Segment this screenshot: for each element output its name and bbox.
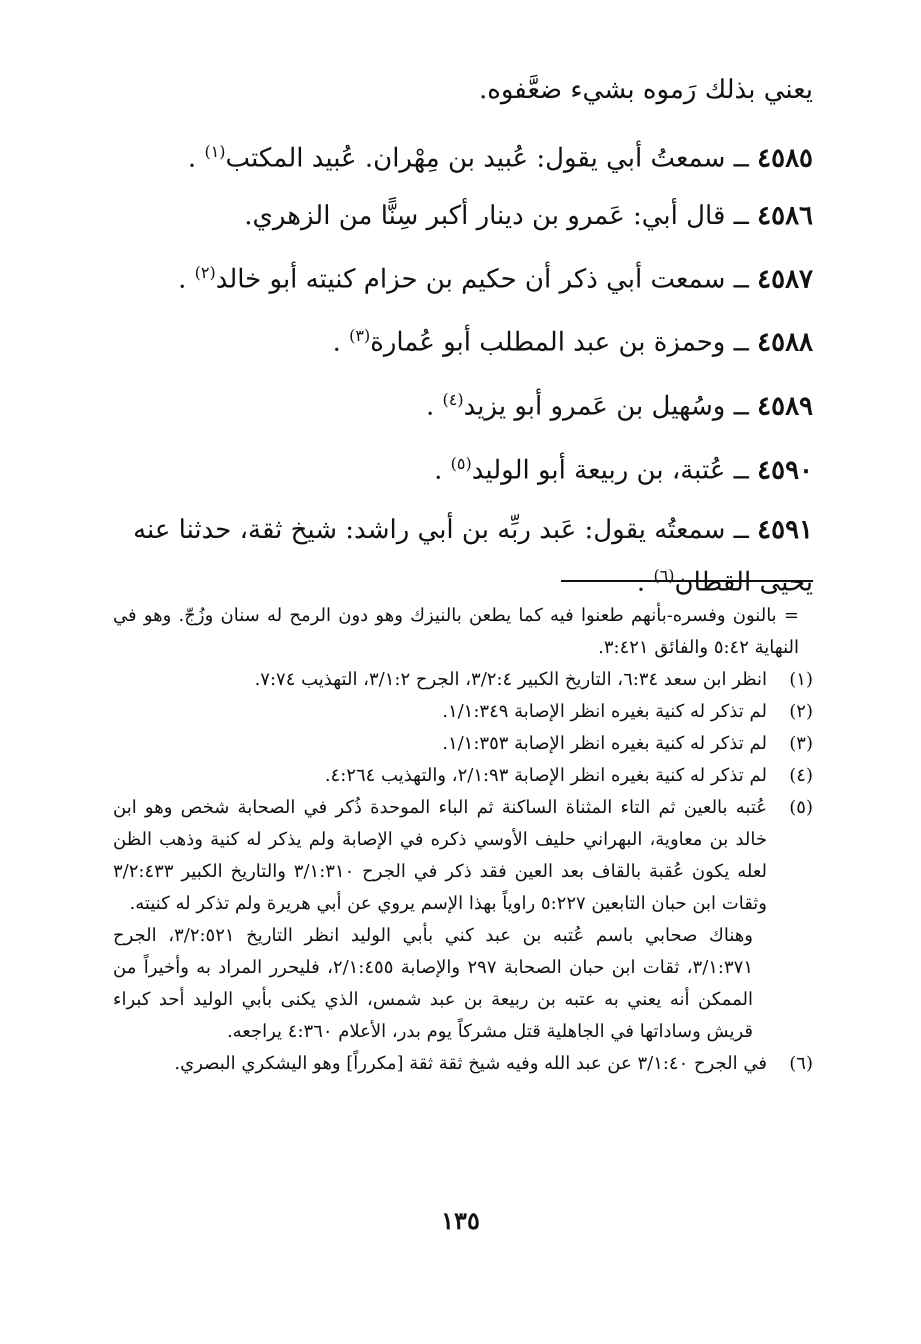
footnote-3: [113, 728, 813, 760]
footnote-mark: (٢): [789, 701, 813, 722]
footnote-text-extra: وهناك صحابي باسم عُتبه بن عبد كني بأبي الوليد انظر التاريخ ٣/٢:٥٢١، الجرح ٣/١:٣٧١، ثقات ابن حبان الصحابة ٢٩٧ والإصابة ٢/١:٤٥٥، فليحرر المراد به وأخيراً من الممكن أنه يعني به عتبه بن ربيعة بن عبد شمس، الذي يكنى بأبي الوليد أحد كبراء قريش وساداتها في الجاهلية قتل مشركاً يوم بدر، الأعلام ٤:٣٦٠ يراجعه.: [113, 925, 753, 1042]
entry-end: .: [636, 567, 646, 598]
footnotes: [113, 600, 813, 1080]
footnote-mark: (١): [789, 669, 813, 690]
entry-text: ــ سمعتُه يقول: عَبد ربِّه بن أبي راشد: شيخ ثقة، حدثنا عنه يحيى القطان: [133, 515, 813, 598]
footnote-ref: (٤): [442, 389, 464, 409]
entry-text: ــ وحمزة بن عبد المطلب أبو عُمارة: [370, 327, 749, 358]
footnote-text: انظر ابن سعد ٦:٣٤، التاريخ الكبير ٣/٢:٤، الجرح ٣/١:٢، التهذيب ٧:٧٤.: [254, 669, 767, 690]
footnote-text: = بالنون وفسره-بأنهم طعنوا فيه كما يطعن بالنيزك وهو دون الرمح له سنان وزُجّ. وهو في النهاية ٥:٤٢ والفائق ٣:٤٢١.: [113, 605, 800, 658]
entry-line: [113, 70, 813, 110]
footnote-ref: (٣): [349, 326, 371, 346]
footnote-continuation: [113, 600, 813, 664]
footnote-ref: (٢): [194, 262, 216, 282]
entry-end: .: [178, 264, 187, 295]
entry-number: ٤٥٨٧: [757, 264, 813, 295]
entry-number: ٤٥٨٥: [757, 143, 813, 174]
entry-end: .: [434, 455, 443, 486]
footnote-mark: (٥): [789, 797, 813, 818]
entry-text: ــ قال أبي: عَمرو بن دينار أكبر سِنًّا من الزهري.: [244, 200, 749, 231]
footnote-text: عُتبه بالعين ثم التاء المثناة الساكنة ثم الباء الموحدة ذُكر في الصحابة شخص وهو ابن خالد بن معاوية، البهراني حليف الأوسي ذكره في الإصابة ولم يذكر له كنية وذهب الظن لعله يكون عُقبة بالقاف بعد العين فقد ذكر في الجرح ٣/١:٣١٠ والتاريخ الكبير ٣/٢:٤٣٣ وثقات ابن حبان التابعين ٥:٢٢٧ راوياً بهذا الإسم يروي عن أبي هريرة ولم تذكر له كنيته.: [113, 797, 767, 914]
entry-4591: [113, 507, 813, 606]
entry-4589: [113, 380, 813, 427]
footnote-ref: (٦): [653, 566, 675, 586]
footnote-5: [113, 792, 813, 1048]
footnote-mark: (٦): [789, 1053, 813, 1074]
footnote-ref: (١): [204, 142, 226, 161]
entry-4586: [113, 196, 813, 236]
entry-text: ــ سمعتُ أبي يقول: عُبيد بن مِهْران. عُبيد المكتب: [225, 143, 749, 174]
entry-number: ٤٥٨٦: [757, 200, 813, 231]
entry-number: ٤٥٩٠: [757, 455, 813, 486]
entry-text: ــ وسُهيل بن عَمرو أبو يزيد: [463, 391, 749, 422]
footnote-mark: (٣): [789, 733, 813, 754]
entry-number: ٤٥٨٨: [757, 327, 813, 358]
entry-text: ــ سمعت أبي ذكر أن حكيم بن حزام كنيته أبو خالد: [215, 264, 749, 295]
entry-end: .: [332, 327, 341, 358]
footnote-separator: [561, 580, 813, 582]
entry-number: ٤٥٩١: [757, 515, 813, 546]
page-number: ١٣٥: [441, 1206, 480, 1235]
footnote-mark: (٤): [789, 765, 813, 786]
footnote-1: [113, 664, 813, 696]
entry-end: .: [187, 143, 197, 174]
entry-number: ٤٥٨٩: [757, 391, 813, 422]
entry-4590: [113, 444, 813, 491]
entry-4588: [113, 316, 813, 363]
entry-4587: [113, 253, 813, 300]
footnote-2: [113, 696, 813, 728]
entry-text: ــ عُتبة، بن ربيعة أبو الوليد: [471, 455, 749, 486]
entry-4585: [113, 132, 813, 179]
footnote-text: لم تذكر له كنية بغيره انظر الإصابة ١/١:٣٤٩.: [442, 701, 767, 722]
main-text: [113, 70, 813, 606]
footnote-6: [113, 1048, 813, 1080]
footnote-ref: (٥): [450, 453, 472, 473]
footnote-text: لم تذكر له كنية بغيره انظر الإصابة ٢/١:٩٣، والتهذيب ٤:٢٦٤.: [324, 765, 767, 786]
footnote-text: في الجرح ٣/١:٤٠ عن عبد الله وفيه شيخ ثقة ثقة [مكرراً] وهو اليشكري البصري.: [174, 1053, 767, 1074]
footnote-text: لم تذكر له كنية بغيره انظر الإصابة ١/١:٣٥٣.: [442, 733, 767, 754]
footnote-4: [113, 760, 813, 792]
entry-text: يعني بذلك رَموه بشيء ضعَّفوه.: [478, 75, 813, 105]
entry-end: .: [425, 391, 435, 422]
